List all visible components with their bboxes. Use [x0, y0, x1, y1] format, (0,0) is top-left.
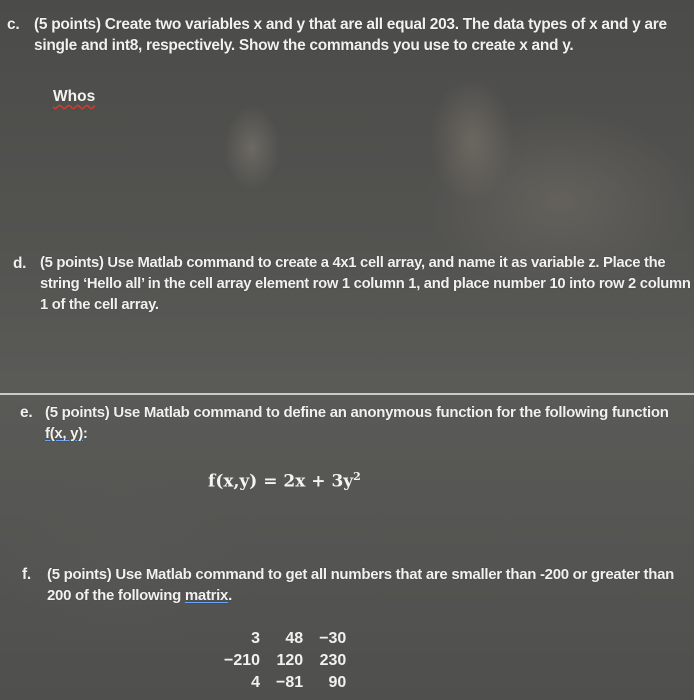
matrix-cell: 4 [251, 674, 261, 691]
question-c [7, 14, 693, 56]
matrix [216, 628, 354, 694]
matrix-cell: 230 [319, 652, 347, 669]
matrix-cell: −81 [276, 674, 304, 691]
answer-c-text: Whos [53, 88, 96, 105]
matrix-cell: 120 [276, 652, 304, 669]
matrix-row [216, 628, 354, 650]
question-f-text-after: . [228, 587, 232, 604]
question-c-number: c. [7, 16, 20, 33]
question-e-number: e. [20, 404, 33, 421]
formula-expression: f(x,y) = 2x + 3y [208, 471, 354, 492]
question-d-text: (5 points) Use Matlab command to create a 4x1 cell array, and name it as variable z. Place the string ‘Hello all’ in the cell array element row 1 column 1, and place number 10 into row 2 column 1 of the cell array. [40, 255, 691, 313]
question-d [13, 253, 694, 316]
question-c-text: (5 points) Create two variables x and y that are all equal 203. The data types of x and y are single and int8, respectively. Show the commands you use to create x and y. [34, 16, 667, 54]
question-e-text [45, 402, 680, 444]
question-e-text-before: (5 points) Use Matlab command to define an anonymous function for the following function [45, 404, 669, 421]
question-f-text [47, 564, 692, 606]
question-e [20, 402, 680, 444]
formula-exponent: 2 [353, 470, 361, 483]
answer-c [53, 88, 95, 106]
function-name: f(x, y) [45, 425, 83, 442]
section-divider [0, 393, 694, 395]
question-d-number: d. [13, 255, 27, 272]
matrix-cell: −210 [224, 652, 261, 669]
question-e-text-after: : [82, 425, 88, 442]
matrix-word: matrix [184, 587, 229, 604]
matrix-cell: 48 [285, 630, 304, 647]
matrix-cell: 90 [328, 674, 347, 691]
question-f [22, 564, 692, 606]
matrix-cell: −30 [319, 630, 347, 647]
matrix-row [216, 650, 354, 672]
question-f-number: f. [22, 566, 31, 583]
formula [208, 470, 361, 492]
question-f-text-before: (5 points) Use Matlab command to get all numbers that are smaller than -200 or greater than 200 of the following [47, 566, 675, 604]
matrix-cell: 3 [251, 630, 261, 647]
matrix-row [216, 672, 354, 694]
